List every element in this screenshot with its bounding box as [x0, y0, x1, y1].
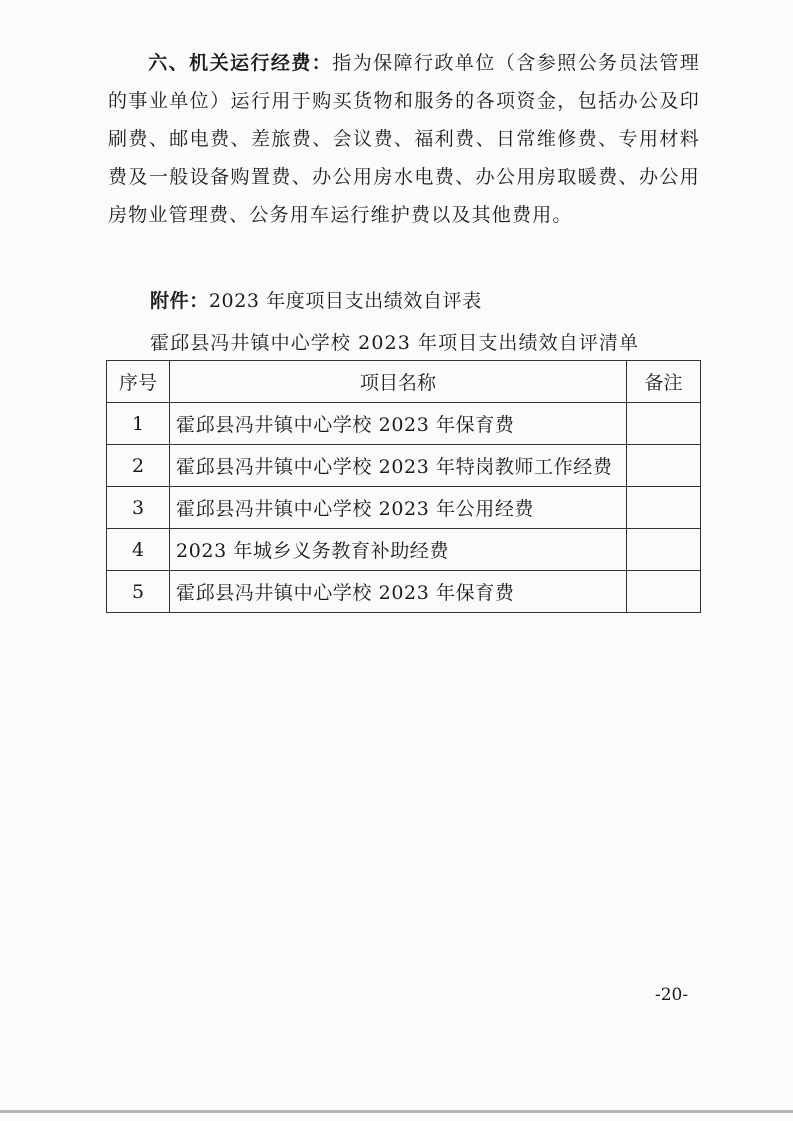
attachment-label: 附件： — [150, 290, 209, 312]
row-no: 5 — [107, 571, 170, 613]
header-name: 项目名称 — [170, 361, 627, 403]
attachment-line — [150, 286, 482, 313]
table-row — [107, 529, 701, 571]
section-heading: 六、机关运行经费： — [148, 52, 333, 74]
table-row — [107, 403, 701, 445]
header-no: 序号 — [107, 361, 170, 403]
list-title: 霍邱县冯井镇中心学校 2023 年项目支出绩效自评清单 — [150, 332, 640, 354]
row-note — [627, 445, 701, 487]
row-note — [627, 487, 701, 529]
table-row — [107, 487, 701, 529]
table-row — [107, 571, 701, 613]
row-name: 霍邱县冯井镇中心学校 2023 年保育费 — [170, 403, 627, 445]
row-no: 2 — [107, 445, 170, 487]
row-note — [627, 403, 701, 445]
attachment-text: 2023 年度项目支出绩效自评表 — [208, 290, 482, 312]
row-name: 霍邱县冯井镇中心学校 2023 年公用经费 — [170, 487, 627, 529]
header-note: 备注 — [627, 361, 701, 403]
table-header-row — [107, 361, 701, 403]
row-note — [627, 571, 701, 613]
row-no: 1 — [107, 403, 170, 445]
page-number: -20- — [655, 985, 689, 1005]
project-table — [106, 360, 701, 613]
table-row — [107, 445, 701, 487]
section-paragraph — [108, 44, 700, 234]
section-body: 指为保障行政单位（含参照公务员法管理的事业单位）运行用于购买货物和服务的各项资金，包括办公及印刷费、邮电费、差旅费、会议费、福利费、日常维修费、专用材料费及一般设备购置费、办公用房水电费、办公用房取暖费、办公用房物业管理费、公务用车运行维护费以及其他费用。 — [108, 52, 700, 226]
row-no: 3 — [107, 487, 170, 529]
row-name: 2023 年城乡义务教育补助经费 — [170, 529, 627, 571]
bottom-divider — [0, 1110, 793, 1113]
row-note — [627, 529, 701, 571]
row-no: 4 — [107, 529, 170, 571]
row-name: 霍邱县冯井镇中心学校 2023 年特岗教师工作经费 — [170, 445, 627, 487]
row-name: 霍邱县冯井镇中心学校 2023 年保育费 — [170, 571, 627, 613]
